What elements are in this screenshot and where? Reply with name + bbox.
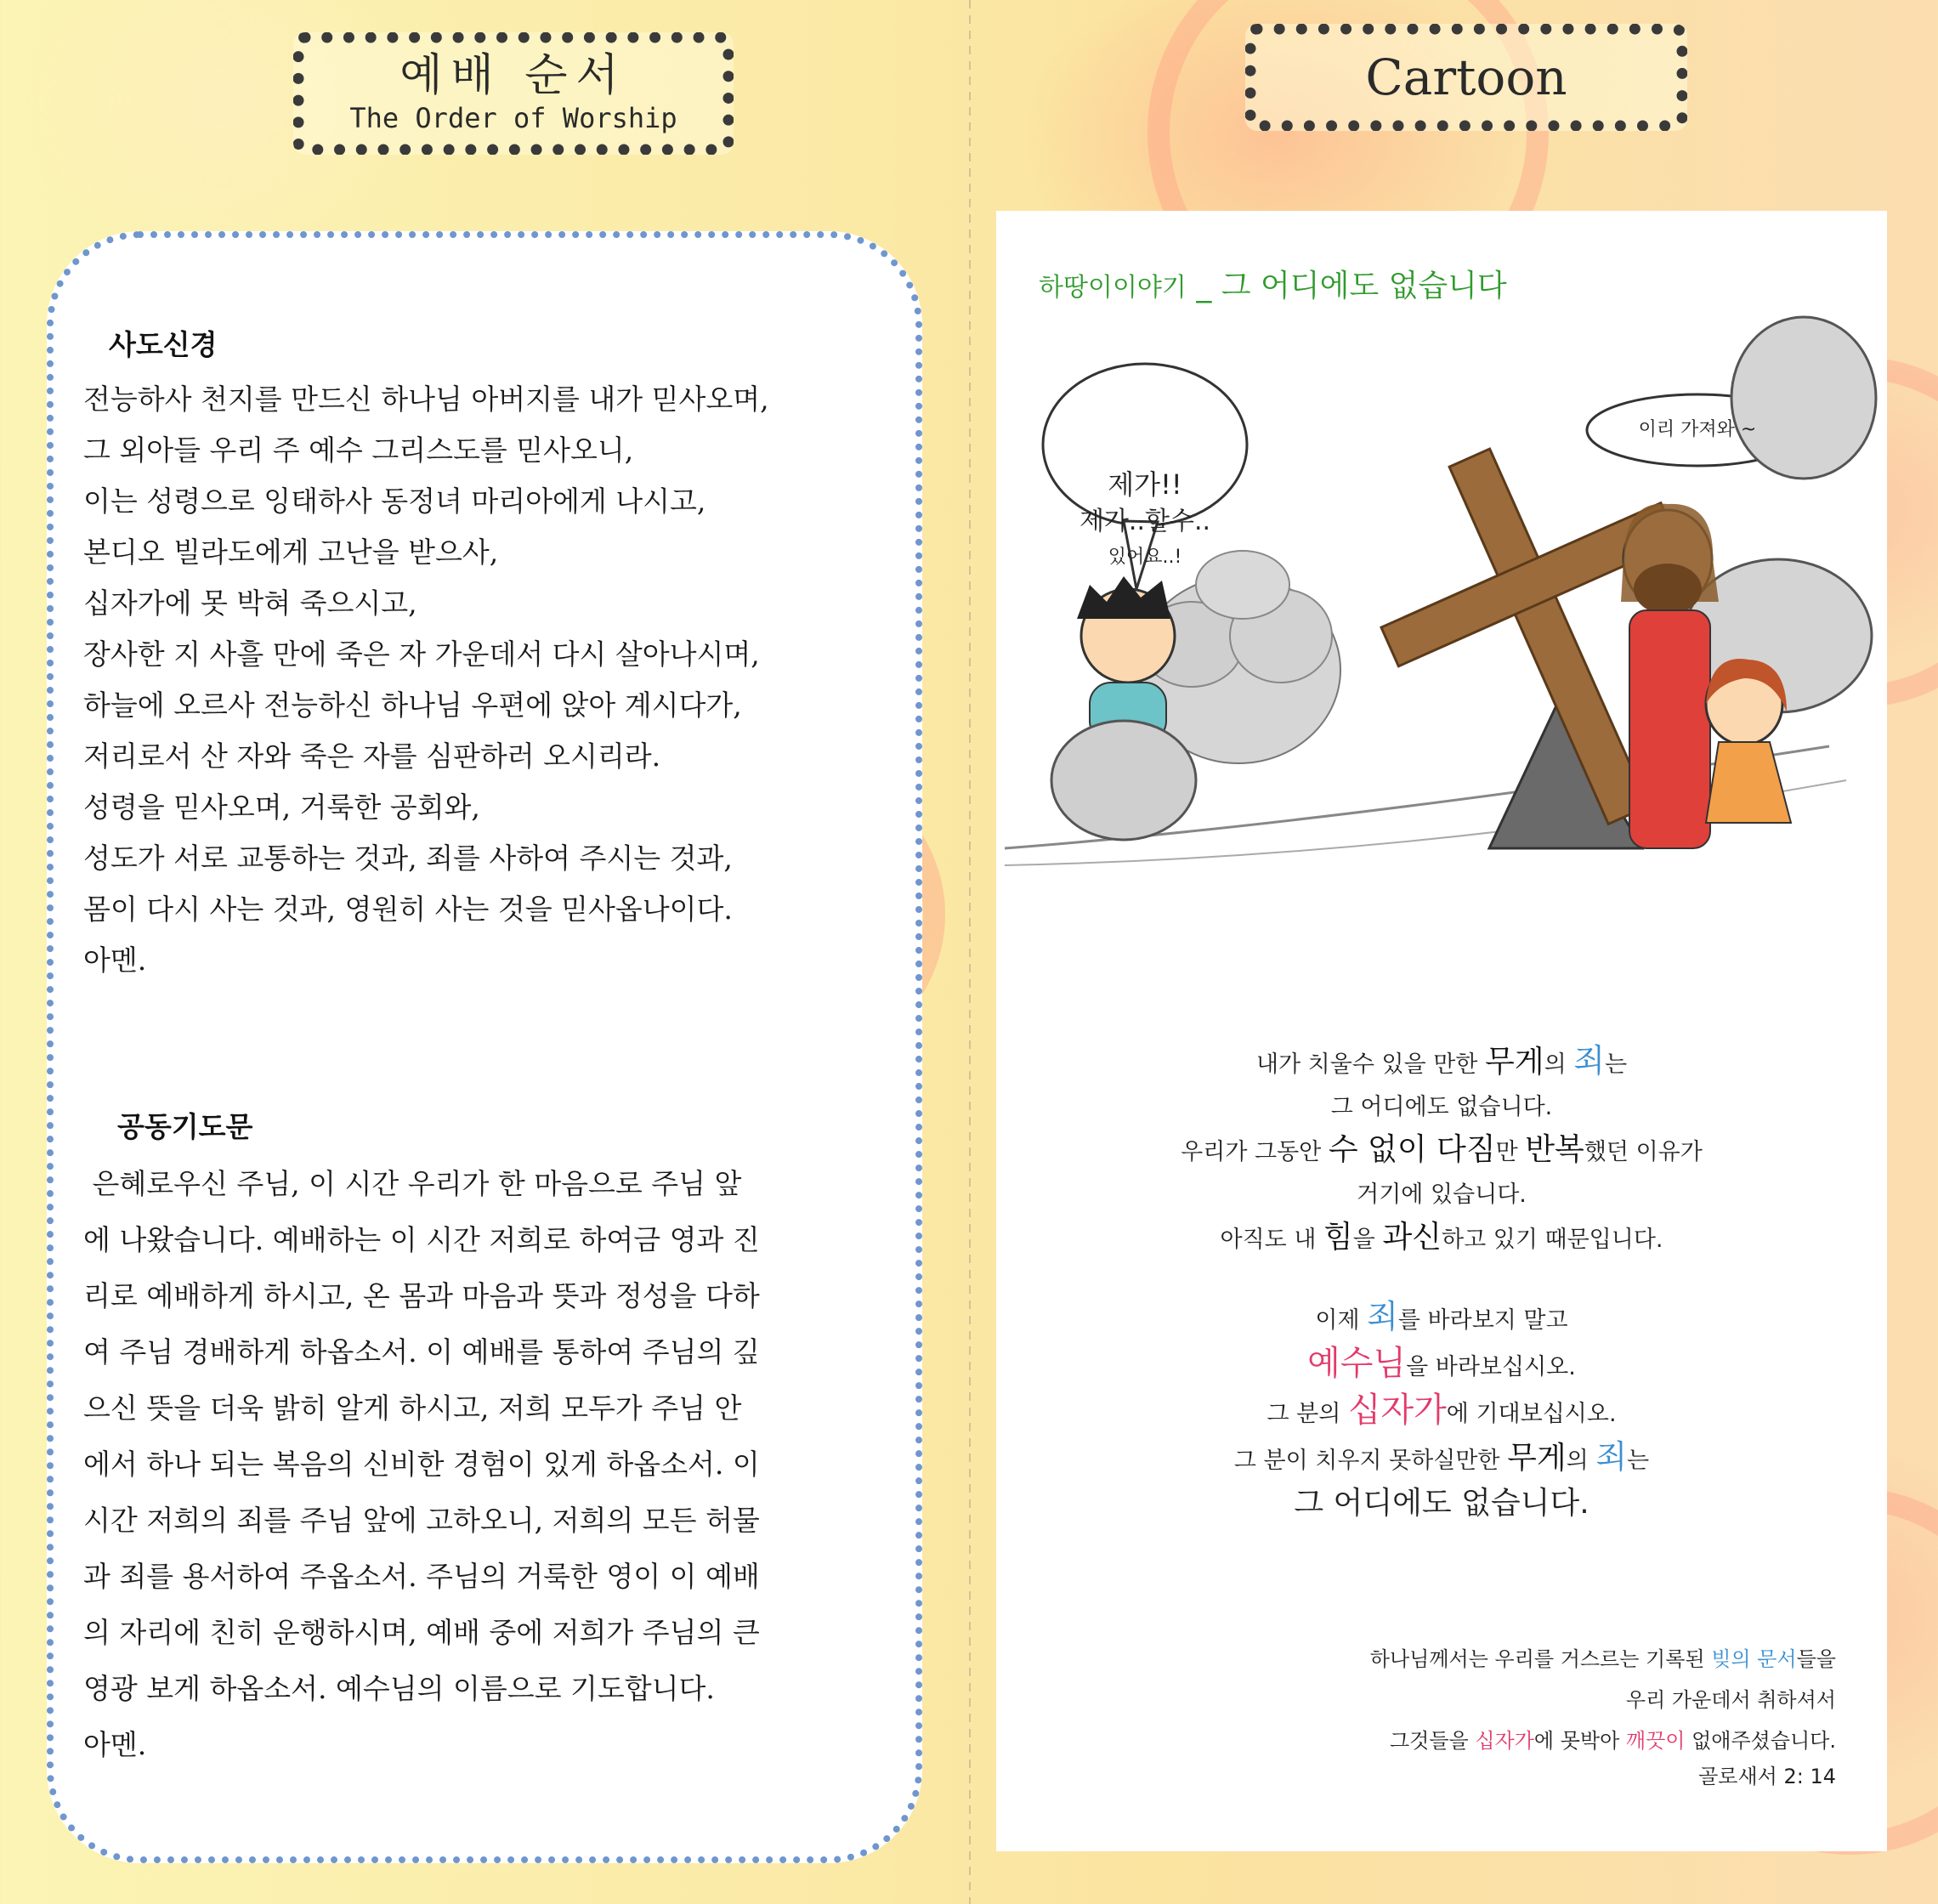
bubble-text-line: 있어요..! <box>1108 547 1182 568</box>
cartoon-heading-separator: _ <box>1196 269 1212 303</box>
message-line: 그 어디에도 없습니다. <box>1294 1486 1590 1521</box>
message-line: 거기에 있습니다. <box>1357 1182 1527 1208</box>
apostles-creed-text <box>83 374 916 986</box>
creed-line: 장사한 지 사흘 만에 죽은 자 가운데서 다시 살아나시며, <box>83 638 760 671</box>
bible-verse <box>1370 1639 1836 1792</box>
verse-line: 하나님께서는 우리를 거스르는 기록된 빚의 문서들을 <box>1369 1647 1836 1671</box>
prayer-line: 과 죄를 용서하여 주옵소서. 주님의 거룩한 영이 이 예배 <box>83 1560 760 1593</box>
cartoon-panel <box>996 211 1887 1851</box>
cartoon-series-name: 하땅이이야기 <box>1039 273 1187 303</box>
creed-line: 십자가에 못 박혀 죽으시고, <box>83 586 417 620</box>
bubble-text-line: 제가!! <box>1108 468 1182 501</box>
boy-speech-bubble <box>1060 466 1230 575</box>
creed-line: 그 외아들 우리 주 예수 그리스도를 믿사오니, <box>83 434 634 467</box>
cartoon-heading-title: 그 어디에도 없습니다 <box>1221 269 1507 303</box>
worship-text-panel <box>47 231 922 1863</box>
message-line: 그 분이 치우지 못하실만한 무게의 죄는 <box>1233 1438 1650 1476</box>
cartoon-header <box>1245 24 1687 131</box>
cartoon-message <box>996 1040 1887 1525</box>
prayer-line: 에서 하나 되는 복음의 신비한 경험이 있게 하옵소서. 이 <box>83 1448 760 1481</box>
verse-line: 그것들을 십자가에 못박아 깨끗이 없애주셨습니다. <box>1389 1729 1836 1753</box>
prayer-line: 리로 예배하게 하시고, 온 몸과 마음과 뜻과 정성을 다하 <box>83 1279 760 1312</box>
apostles-creed-title: 사도신경 <box>109 328 218 361</box>
prayer-line: 아멘. <box>83 1728 147 1761</box>
prayer-line: 여 주님 경배하게 하옵소서. 이 예배를 통하여 주님의 깊 <box>83 1335 760 1368</box>
message-line: 내가 치울수 있을 만한 무게의 죄는 <box>1255 1042 1628 1080</box>
page-fold <box>969 0 971 1904</box>
prayer-line: 시간 저희의 죄를 주님 앞에 고하오니, 저희의 모든 허물 <box>83 1504 760 1537</box>
verse-reference: 골로새서 2: 14 <box>1698 1765 1836 1788</box>
prayer-line: 은혜로우신 주님, 이 시간 우리가 한 마음으로 주님 앞 <box>83 1167 742 1200</box>
cartoon-heading <box>1039 262 1507 305</box>
creed-line: 저리로서 산 자와 죽은 자를 심판하러 오시리라. <box>83 740 661 773</box>
jesus-speech-bubble: 이리 가져와 ~ <box>1638 419 1757 440</box>
message-line: 아직도 내 힘을 과신하고 있기 때문입니다. <box>1220 1220 1663 1255</box>
order-title-english: The Order of Worship <box>349 102 677 134</box>
prayer-line: 으신 뜻을 더욱 밝히 알게 하시고, 저희 모두가 주님 안 <box>83 1391 742 1425</box>
verse-line: 우리 가운데서 취하셔서 <box>1625 1688 1836 1712</box>
message-line: 우리가 그동안 수 없이 다짐만 반복했던 이유가 <box>1181 1132 1703 1167</box>
creed-line: 본디오 빌라도에게 고난을 받으사, <box>83 536 499 569</box>
creed-line: 아멘. <box>83 944 147 977</box>
creed-line: 전능하사 천지를 만드신 하나님 아버지를 내가 믿사오며, <box>83 382 769 416</box>
cartoon-title: Cartoon <box>1365 48 1567 106</box>
creed-line: 몸이 다시 사는 것과, 영원히 사는 것을 믿사옵나이다. <box>83 892 733 926</box>
order-of-worship-header <box>293 32 734 155</box>
message-line: 그 어디에도 없습니다. <box>1330 1094 1553 1120</box>
message-line: 그 분의 십자가에 기대보십시오. <box>1266 1391 1617 1430</box>
order-title-korean: 예배 순서 <box>400 50 627 101</box>
message-line: 예수님을 바라보십시오. <box>1307 1344 1576 1383</box>
common-prayer-text <box>83 1156 921 1773</box>
creed-line: 성령을 믿사오며, 거룩한 공회와, <box>83 790 480 824</box>
message-line: 이제 죄를 바라보지 말고 <box>1315 1298 1568 1335</box>
creed-line: 성도가 서로 교통하는 것과, 죄를 사하여 주시는 것과, <box>83 842 733 875</box>
bubble-text-line: 제가..할수.. <box>1079 507 1211 536</box>
message-spacer <box>996 1261 1887 1295</box>
creed-line: 이는 성령으로 잉태하사 동정녀 마리아에게 나시고, <box>83 484 706 518</box>
prayer-line: 에 나왔습니다. 예배하는 이 시간 저희로 하여금 영과 진 <box>83 1223 760 1256</box>
cartoon-illustration <box>996 304 1887 916</box>
common-prayer-title: 공동기도문 <box>117 1110 253 1143</box>
prayer-line: 영광 보게 하옵소서. 예수님의 이름으로 기도합니다. <box>83 1672 715 1705</box>
prayer-line: 의 자리에 친히 운행하시며, 예배 중에 저희가 주님의 큰 <box>83 1616 760 1649</box>
creed-line: 하늘에 오르사 전능하신 하나님 우편에 앉아 계시다가, <box>83 688 742 722</box>
